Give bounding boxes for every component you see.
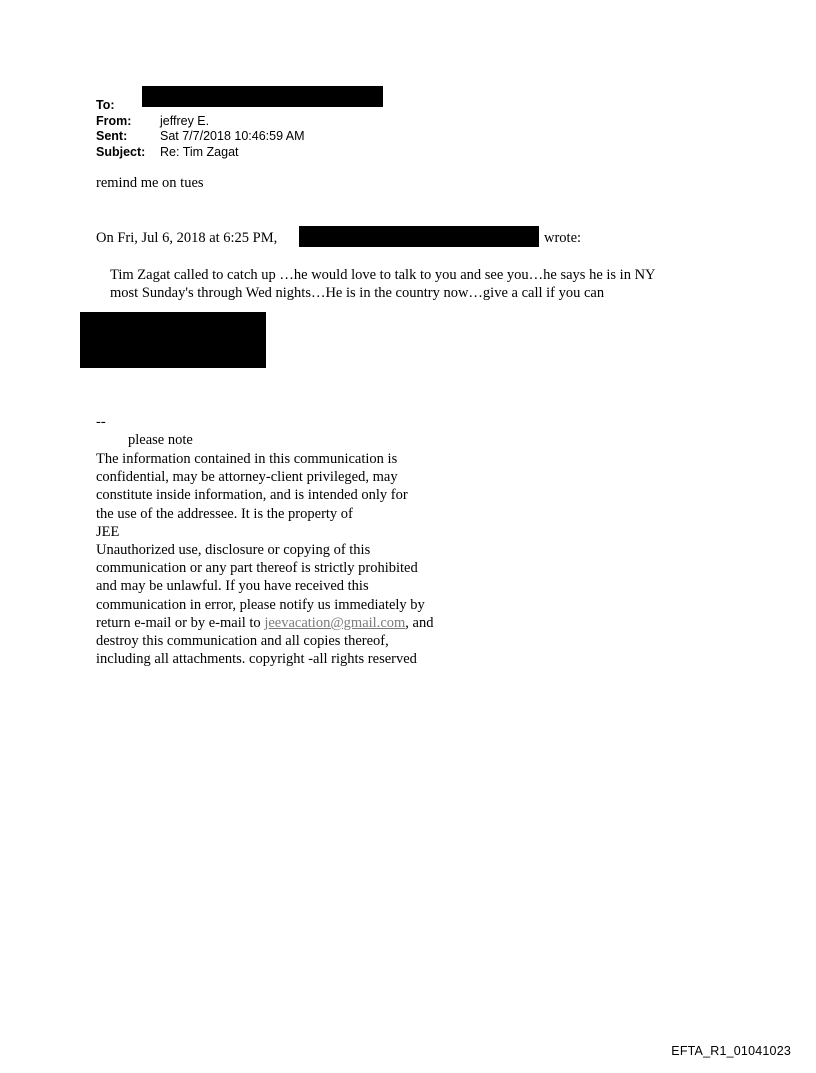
sender-redaction (299, 226, 539, 247)
signature-note: please note (128, 432, 193, 448)
email-link[interactable]: jeevacation@gmail.com (264, 614, 406, 631)
recipient-redaction (142, 86, 383, 107)
subject-value: Re: Tim Zagat (160, 144, 239, 159)
signature-redaction (80, 312, 266, 368)
quote-attribution-prefix: On Fri, Jul 6, 2018 at 6:25 PM, (96, 230, 278, 246)
subject-label: Subject: (96, 144, 146, 159)
document-id: EFTA_R1_01041023 (671, 1044, 791, 1058)
quoted-message (110, 266, 656, 302)
email-header (96, 98, 305, 160)
disclaimer-line: Unauthorized use, disclosure or copying of this (96, 542, 371, 559)
disclaimer-line: JEE (96, 523, 120, 540)
to-label: To: (96, 98, 115, 112)
email-line-suffix: , and (405, 614, 434, 631)
disclaimer-email-line (96, 614, 433, 632)
disclaimer-line: including all attachments. copyright -all rights reserved (96, 651, 417, 668)
subject-row (96, 145, 305, 161)
email-line-prefix: return e-mail or by e-mail to (96, 614, 265, 631)
disclaimer-line: The information contained in this communication is (96, 451, 398, 467)
disclaimer-line: confidential, may be attorney-client privileged, may (96, 469, 398, 486)
disclaimer-line: communication in error, please notify us immediately by (96, 596, 425, 613)
disclaimer-line: and may be unlawful. If you have received this (96, 578, 369, 595)
disclaimer-line: communication or any part thereof is strictly prohibited (96, 560, 418, 577)
sent-label: Sent: (96, 129, 128, 143)
disclaimer-text (96, 450, 433, 668)
from-label: From: (96, 113, 132, 128)
disclaimer-line: constitute inside information, and is intended only for (96, 487, 408, 504)
quote-attribution-suffix: wrote: (544, 230, 582, 246)
from-value: jeffrey E. (160, 113, 210, 128)
reply-body: remind me on tues (96, 175, 204, 191)
sent-value: Sat 7/7/2018 10:46:59 AM (160, 129, 305, 143)
quoted-line: most Sunday's through Wed nights…He is in the country now…give a call if you can (110, 285, 605, 302)
disclaimer-line: destroy this communication and all copies thereof, (96, 633, 389, 650)
from-row (96, 114, 305, 130)
disclaimer-line: the use of the addressee. It is the property of (96, 505, 353, 522)
signature-separator: -- (96, 414, 106, 430)
sent-row (96, 129, 305, 145)
quoted-line: Tim Zagat called to catch up …he would love to talk to you and see you…he says he is in NY (110, 267, 656, 283)
